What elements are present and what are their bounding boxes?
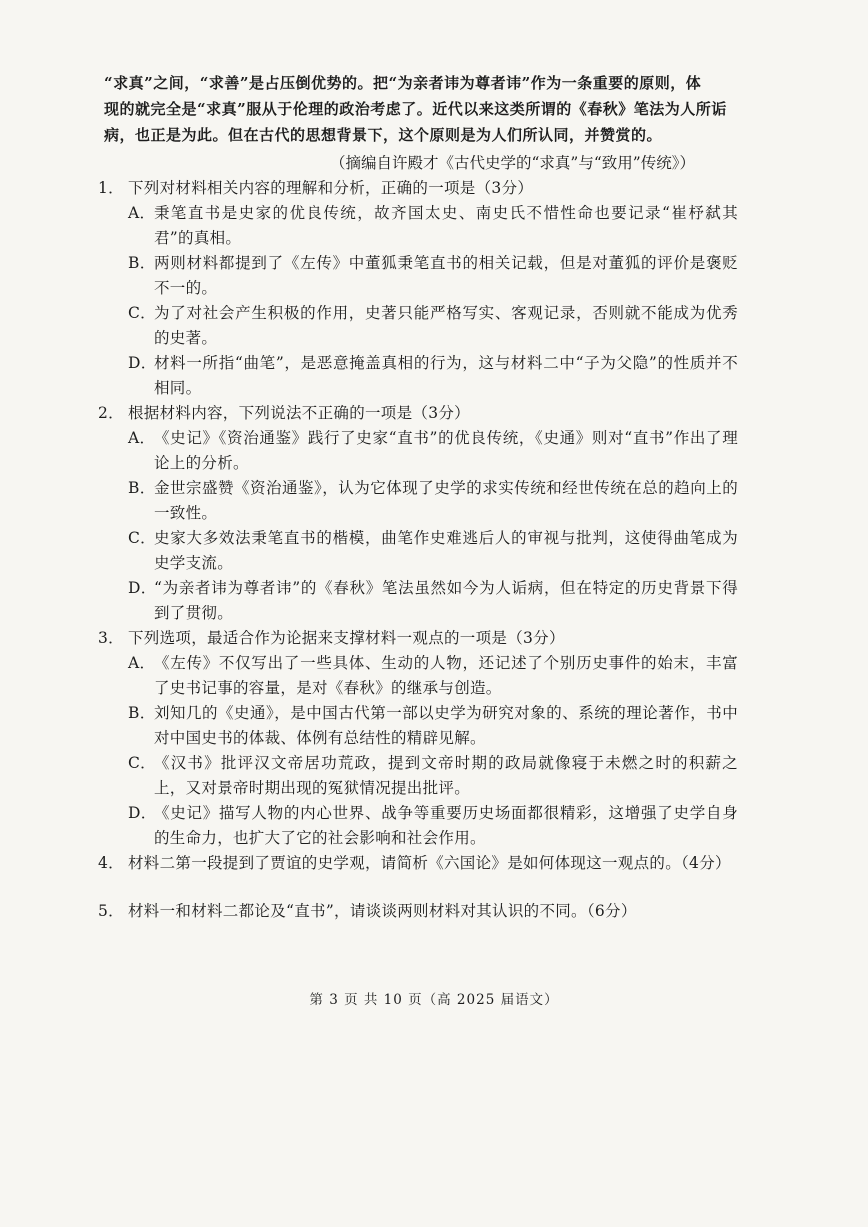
option-letter: C． <box>128 529 156 547</box>
passage-line: 病，也正是为此。但在古代的思想背景下，这个原则是为人们所认同，并赞赏的。 <box>104 126 663 144</box>
question-stem: 下列对材料相关内容的理解和分析，正确的一项是（3分） <box>128 179 534 197</box>
question-3 <box>98 626 738 851</box>
option-letter: D． <box>128 804 157 822</box>
question-stem: 材料二第一段提到了贾谊的史学观，请简析《六国论》是如何体现这一观点的。（4分） <box>128 854 731 872</box>
option-text: 《史记》《资治通鉴》践行了史家“直书”的优良传统，《史通》则对“直书”作出了理论上的分析。 <box>154 429 738 472</box>
option-a <box>128 651 738 701</box>
page-footer: 第 3 页 共 10 页（高 2025 届语文） <box>309 992 559 1008</box>
question-number: 1． <box>98 179 124 197</box>
option-letter: B． <box>128 704 156 722</box>
option-d <box>128 351 738 401</box>
question-number: 5． <box>98 902 124 920</box>
option-d <box>128 801 738 851</box>
material-passage-ending <box>104 70 744 148</box>
question-stem: 材料一和材料二都论及“直书”，请谈谈两则材料对其认识的不同。（6分） <box>128 902 637 920</box>
question-stem: 根据材料内容，下列说法不正确的一项是（3分） <box>128 404 470 422</box>
option-letter: C． <box>128 754 156 772</box>
question-2 <box>98 401 738 626</box>
option-text: 材料一所指“曲笔”，是恶意掩盖真相的行为，这与材料二中“子为父隐”的性质并不相同。 <box>154 354 738 397</box>
option-letter: A． <box>128 654 156 672</box>
option-c <box>128 301 738 351</box>
option-d <box>128 576 738 626</box>
option-text: 《左传》不仅写出了一些具体、生动的人物，还记述了个别历史事件的始末，丰富了史书记事的容量，是对《春秋》的继承与创造。 <box>154 654 738 697</box>
option-text: 两则材料都提到了《左传》中董狐秉笔直书的相关记载，但是对董狐的评价是褒贬不一的。 <box>154 254 738 297</box>
option-text: “为亲者讳为尊者讳”的《春秋》笔法虽然如今为人诟病，但在特定的历史背景下得到了贯彻。 <box>154 579 738 622</box>
question-number: 2． <box>98 404 124 422</box>
option-a <box>128 201 738 251</box>
question-number: 3． <box>98 629 124 647</box>
question-1 <box>98 176 738 401</box>
option-c <box>128 526 738 576</box>
option-text: 《汉书》批评汉文帝居功荒政，提到文帝时期的政局就像寝于未燃之时的积薪之上，又对景帝时期出现的冤狱情况提出批评。 <box>154 754 738 797</box>
option-letter: B． <box>128 254 156 272</box>
question-stem: 下列选项，最适合作为论据来支撑材料一观点的一项是（3分） <box>128 629 565 647</box>
option-text: 史家大多效法秉笔直书的楷模，曲笔作史难逃后人的审视与批判，这使得曲笔成为史学支流。 <box>154 529 738 572</box>
option-letter: B． <box>128 479 156 497</box>
question-5 <box>98 899 738 924</box>
question-number: 4． <box>98 854 124 872</box>
passage-line: “求真”之间，“求善”是占压倒优势的。把“为亲者讳为尊者讳”作为一条重要的原则，体 <box>104 74 702 92</box>
option-letter: D． <box>128 354 157 372</box>
option-b <box>128 701 738 751</box>
question-4 <box>98 851 738 876</box>
question-section <box>98 176 738 924</box>
source-citation: （摘编自许殿才《古代史学的“求真”与“致用”传统》） <box>330 154 695 172</box>
option-letter: D． <box>128 579 157 597</box>
option-text: 金世宗盛赞《资治通鉴》，认为它体现了史学的求实传统和经世传统在总的趋向上的一致性。 <box>154 479 738 522</box>
option-b <box>128 476 738 526</box>
option-letter: A． <box>128 204 156 222</box>
passage-line: 现的就完全是“求真”服从于伦理的政治考虑了。近代以来这类所谓的《春秋》笔法为人所诟 <box>104 100 727 118</box>
option-text: 秉笔直书是史家的优良传统，故齐国太史、南史氏不惜性命也要记录“崔杼弑其君”的真相。 <box>154 204 738 247</box>
option-letter: A． <box>128 429 156 447</box>
option-text: 《史记》描写人物的内心世界、战争等重要历史场面都很精彩，这增强了史学自身的生命力，也扩大了它的社会影响和社会作用。 <box>154 804 738 847</box>
option-text: 为了对社会产生积极的作用，史著只能严格写实、客观记录，否则就不能成为优秀的史著。 <box>154 304 738 347</box>
option-letter: C． <box>128 304 156 322</box>
option-a <box>128 426 738 476</box>
option-b <box>128 251 738 301</box>
option-text: 刘知几的《史通》，是中国古代第一部以史学为研究对象的、系统的理论著作，书中对中国史书的体裁、体例有总结性的精辟见解。 <box>154 704 738 747</box>
option-c <box>128 751 738 801</box>
